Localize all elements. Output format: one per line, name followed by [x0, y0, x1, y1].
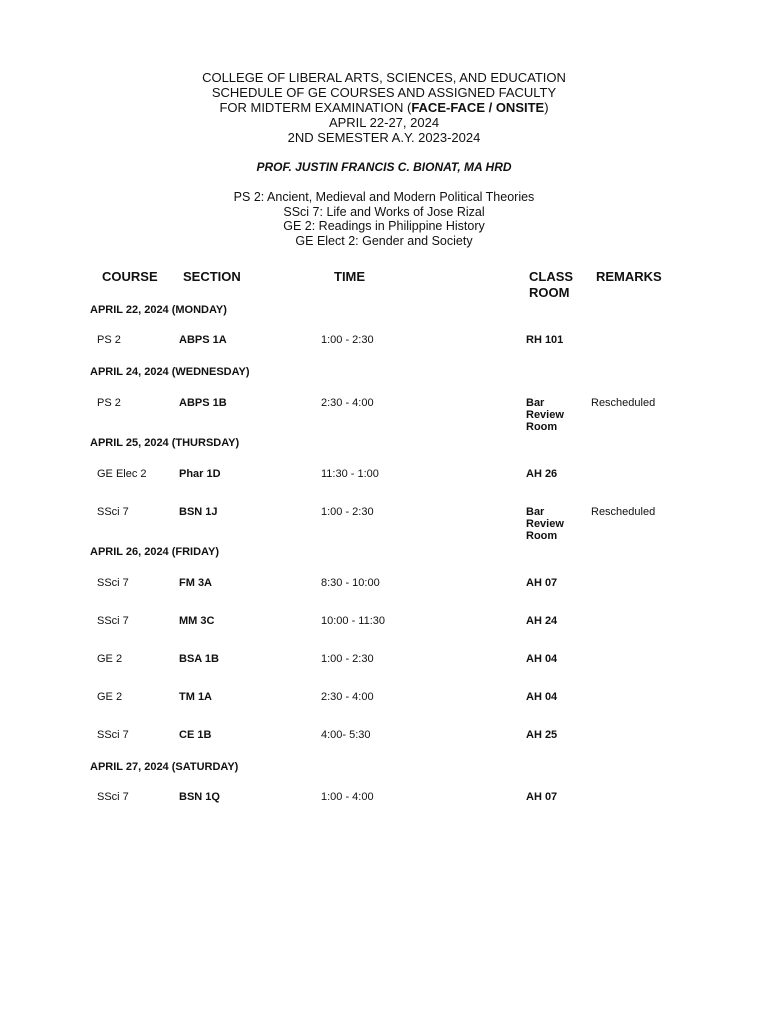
row-room: AH 25: [526, 729, 558, 741]
row-course: SSci 7: [97, 729, 129, 741]
schedule-title: SCHEDULE OF GE COURSES AND ASSIGNED FACULTY: [211, 85, 557, 100]
row-course: SSci 7: [97, 506, 129, 518]
row-time: 2:30 - 4:00: [321, 397, 374, 409]
row-course: PS 2: [97, 397, 121, 409]
row-room: AH 24: [526, 615, 558, 627]
row-time: 2:30 - 4:00: [321, 691, 374, 703]
row-room: AH 04: [526, 653, 558, 665]
row-section: ABPS 1B: [179, 397, 227, 409]
row-room: AH 26: [526, 468, 558, 480]
exam-type: FOR MIDTERM EXAMINATION (FACE-FACE / ONSITE): [219, 100, 549, 115]
date-heading: APRIL 26, 2024 (FRIDAY): [90, 546, 219, 558]
row-room: Bar Review Room: [526, 506, 564, 542]
row-time: 1:00 - 2:30: [321, 653, 374, 665]
date-heading: APRIL 27, 2024 (SATURDAY): [90, 761, 239, 773]
row-room: AH 04: [526, 691, 558, 703]
college-name: COLLEGE OF LIBERAL ARTS, SCIENCES, AND EDUCATION: [202, 70, 566, 85]
row-section: CE 1B: [179, 729, 212, 741]
row-time: 1:00 - 2:30: [321, 334, 374, 346]
row-time: 1:00 - 2:30: [321, 506, 374, 518]
professor-name: PROF. JUSTIN FRANCIS C. BIONAT, MA HRD: [256, 160, 512, 174]
row-time: 11:30 - 1:00: [321, 468, 379, 480]
row-section: Phar 1D: [179, 468, 221, 480]
header-class-room: CLASS ROOM: [529, 269, 574, 300]
row-section: BSN 1Q: [179, 791, 220, 803]
date-heading: APRIL 22, 2024 (MONDAY): [90, 304, 227, 316]
header-course: COURSE: [102, 269, 158, 284]
row-room: Bar Review Room: [526, 397, 564, 433]
row-section: MM 3C: [179, 615, 215, 627]
row-section: BSN 1J: [179, 506, 218, 518]
row-course: PS 2: [97, 334, 121, 346]
semester: 2ND SEMESTER A.Y. 2023-2024: [287, 130, 481, 145]
header-time: TIME: [334, 269, 366, 284]
row-course: SSci 7: [97, 615, 129, 627]
document-header: [0, 70, 768, 145]
row-course: SSci 7: [97, 577, 129, 589]
row-room: AH 07: [526, 577, 558, 589]
header-remarks: REMARKS: [596, 269, 662, 284]
course-list-item: PS 2: Ancient, Medieval and Modern Political Theories: [233, 190, 535, 204]
row-remarks: Rescheduled: [591, 397, 656, 409]
row-course: SSci 7: [97, 791, 129, 803]
row-course: GE 2: [97, 653, 123, 665]
exam-dates: APRIL 22-27, 2024: [328, 115, 440, 130]
row-time: 1:00 - 4:00: [321, 791, 374, 803]
row-section: ABPS 1A: [179, 334, 227, 346]
row-room: AH 07: [526, 791, 558, 803]
row-remarks: Rescheduled: [591, 506, 656, 518]
course-list: [0, 190, 768, 248]
row-time: 8:30 - 10:00: [321, 577, 380, 589]
row-section: FM 3A: [179, 577, 212, 589]
row-section: BSA 1B: [179, 653, 219, 665]
date-heading: APRIL 25, 2024 (THURSDAY): [90, 437, 240, 449]
row-room: RH 101: [526, 334, 564, 346]
row-section: TM 1A: [179, 691, 212, 703]
date-heading: APRIL 24, 2024 (WEDNESDAY): [90, 366, 250, 378]
header-section: SECTION: [183, 269, 241, 284]
row-time: 4:00- 5:30: [321, 729, 371, 741]
row-course: GE 2: [97, 691, 123, 703]
course-list-item: GE Elect 2: Gender and Society: [295, 233, 473, 248]
row-time: 10:00 - 11:30: [321, 615, 386, 627]
row-course: GE Elec 2: [97, 468, 147, 480]
course-list-item: SSci 7: Life and Works of Jose Rizal: [283, 204, 485, 219]
exam-mode: FACE-FACE / ONSITE: [411, 100, 545, 115]
course-list-item: GE 2: Readings in Philippine History: [283, 219, 485, 233]
